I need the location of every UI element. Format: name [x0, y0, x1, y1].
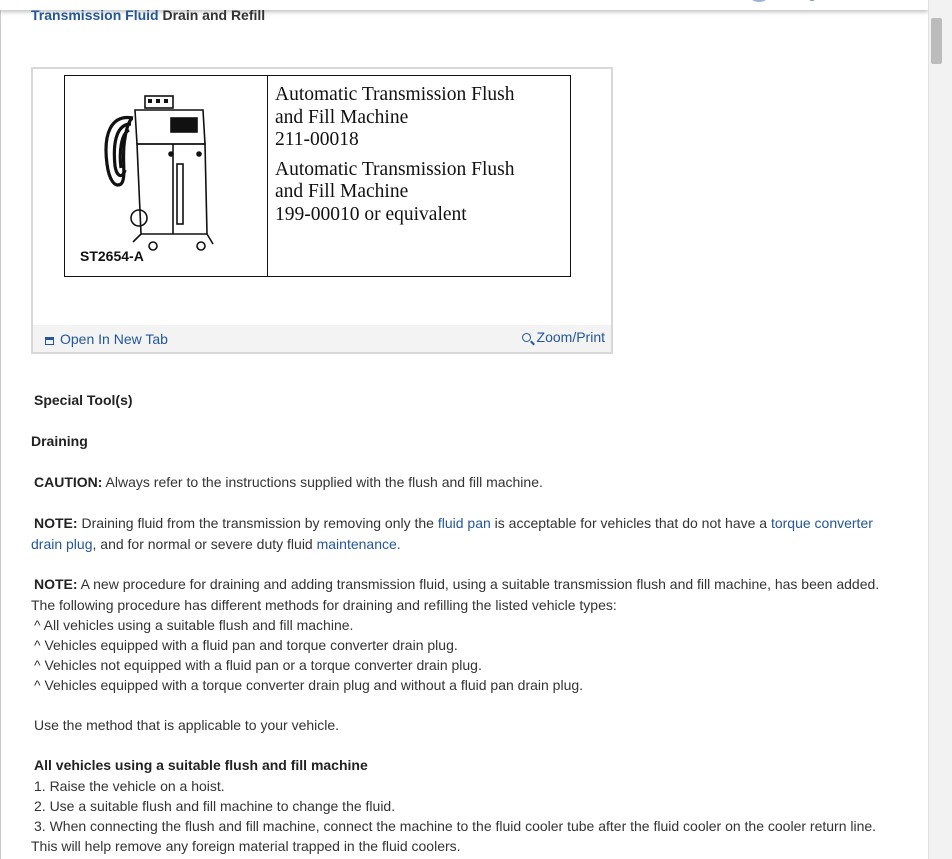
torque-converter-link[interactable]: torque converter: [770, 515, 873, 531]
open-in-new-tab-link[interactable]: [45, 331, 168, 347]
open-tab-label: Open In New Tab: [60, 331, 168, 347]
use-method-paragraph: Use the method that is applicable to your vehicle.: [34, 717, 340, 733]
zoom-print-link[interactable]: [522, 329, 605, 345]
title-rest: Drain and Refill: [158, 7, 266, 23]
note1-text: , and for normal or severe duty fluid: [92, 536, 317, 552]
toolbar-button-icon[interactable]: [746, 0, 772, 2]
list-item: ^ Vehicles equipped with a torque converter drain plug and without a fluid pan drain plug.: [34, 677, 584, 693]
list-item: ^ Vehicles equipped with a fluid pan and torque converter drain plug.: [34, 637, 458, 653]
figure-id-label: ST2654-A: [80, 248, 144, 264]
scrollbar-thumb[interactable]: [931, 18, 942, 64]
new-window-icon: [45, 337, 54, 345]
toolbar-marker-icon: [808, 0, 816, 1]
note1-period: .: [396, 536, 401, 552]
note2-line1: [34, 574, 879, 594]
drain-plug-link[interactable]: drain plug: [31, 536, 93, 552]
maintenance-link[interactable]: maintenance: [316, 536, 397, 552]
magnifier-icon: [522, 333, 531, 342]
caption-line: 199-00010 or equivalent: [275, 203, 467, 225]
caption-line: and Fill Machine: [275, 106, 409, 128]
page-title: [31, 7, 265, 23]
caption-line: and Fill Machine: [275, 181, 409, 202]
figure-container: [31, 67, 613, 354]
step-item: 3. When connecting the flush and fill machine, connect the machine to the fluid cooler tube after the fluid cooler on the cooler return line.: [34, 818, 877, 834]
note-label: NOTE:: [34, 515, 78, 531]
step-continuation: This will help remove any foreign material trapped in the fluid coolers.: [31, 838, 461, 854]
note1-text: Draining fluid from the transmission by removing only the: [77, 515, 438, 531]
caption-line: Automatic Transmission Flush: [275, 158, 515, 180]
note2-line2: The following procedure has different methods for draining and refilling the listed vehicle types:: [31, 597, 617, 613]
zoom-label: Zoom/Print: [536, 329, 605, 345]
note-label: NOTE:: [34, 576, 78, 592]
draining-heading: Draining: [31, 433, 88, 449]
caution-paragraph: [34, 472, 543, 492]
list-item: ^ Vehicles not equipped with a fluid pan or a torque converter drain plug.: [34, 657, 482, 673]
section-heading: All vehicles using a suitable flush and fill machine: [34, 757, 368, 773]
caption-line: Automatic Transmission Flush: [275, 84, 515, 105]
fluid-pan-link[interactable]: fluid pan: [437, 515, 491, 531]
list-item: ^ All vehicles using a suitable flush and fill machine.: [34, 617, 354, 633]
note1-line2: [31, 534, 401, 554]
step-item: 1. Raise the vehicle on a hoist.: [34, 778, 225, 794]
left-border: [0, 0, 1, 859]
note1-text: is acceptable for vehicles that do not have a: [490, 515, 771, 531]
scrollbar[interactable]: [928, 0, 952, 859]
figure-divider: [267, 76, 268, 276]
special-tools-heading: Special Tool(s): [34, 392, 133, 408]
figure-footer: [33, 325, 611, 352]
figure-caption: [275, 84, 565, 233]
caution-text: Always refer to the instructions supplied with the flush and fill machine.: [102, 474, 543, 490]
flush-fill-machine-illustration: [93, 94, 223, 254]
step-item: 2. Use a suitable flush and fill machine to change the fluid.: [34, 798, 396, 814]
caption-line: 211-00018: [275, 129, 359, 150]
note1-line1: [34, 513, 873, 533]
note2-text: A new procedure for draining and adding transmission fluid, using a suitable transmission flush and fill machine, has been added.: [77, 576, 880, 592]
figure-image[interactable]: [64, 75, 571, 277]
title-link[interactable]: Transmission Fluid: [31, 7, 159, 23]
caution-label: CAUTION:: [34, 474, 103, 490]
